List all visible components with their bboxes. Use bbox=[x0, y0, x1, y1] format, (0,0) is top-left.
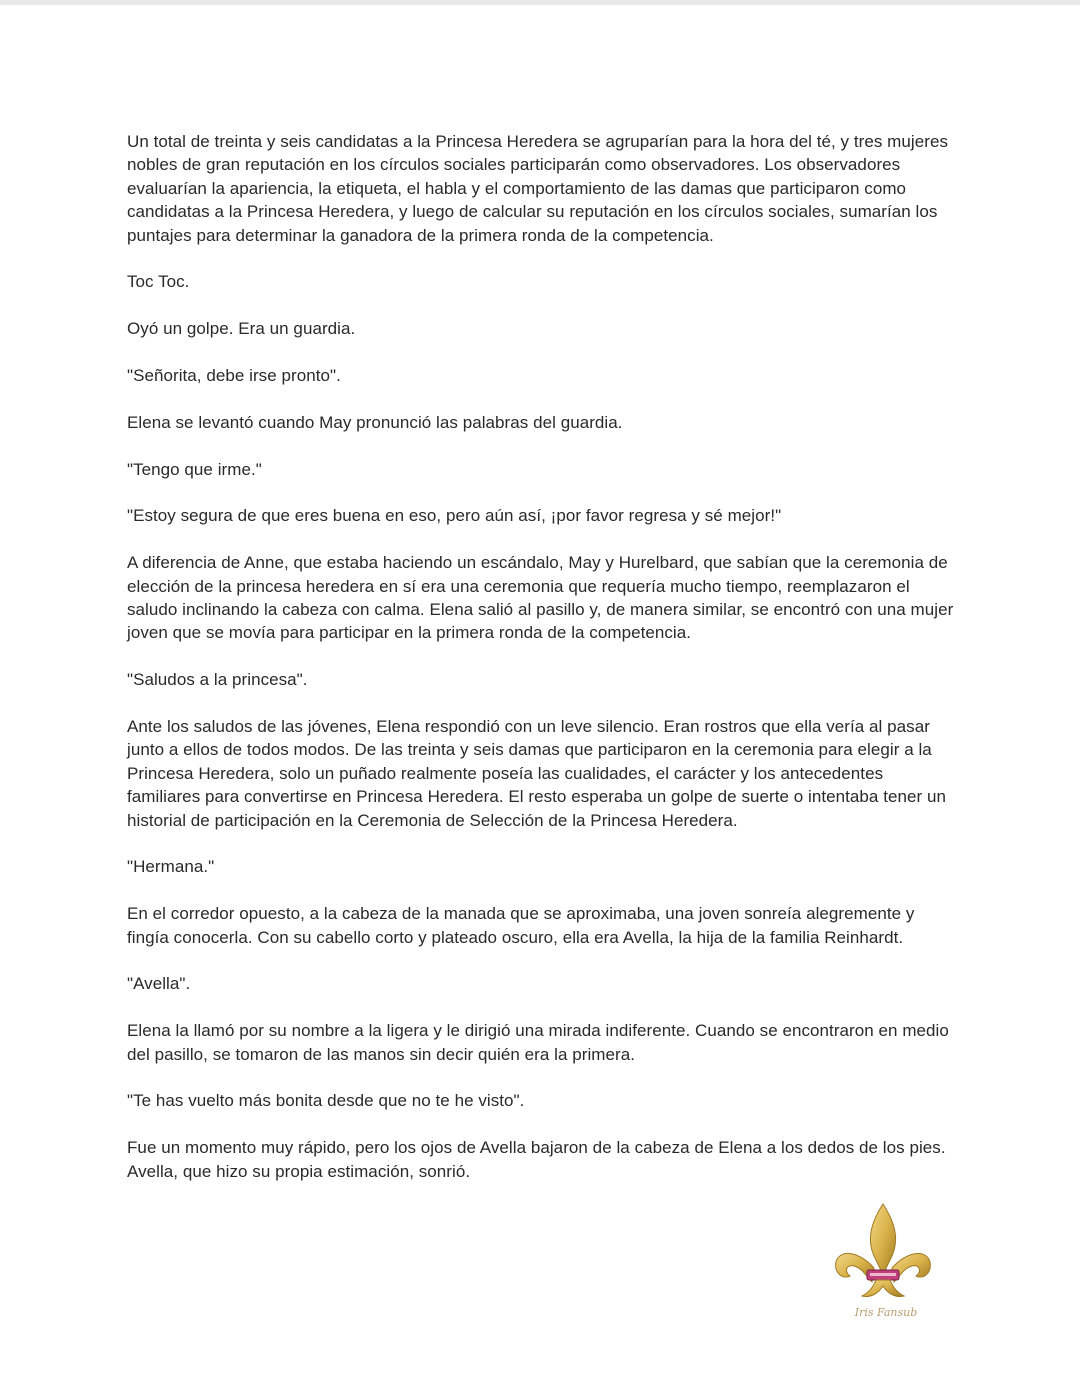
paragraph: En el corredor opuesto, a la cabeza de la manada que se aproximaba, una joven sonreía alegremente y fingía conocerla. Con su cabello corto y plateado oscuro, ella era Avella, la hija de la familia Reinhardt. bbox=[127, 904, 915, 947]
paragraph: "Avella". bbox=[127, 974, 191, 994]
paragraph: "Tengo que irme." bbox=[127, 459, 262, 479]
paragraph: Oyó un golpe. Era un guardia. bbox=[127, 319, 356, 339]
paragraph: Toc Toc. bbox=[127, 272, 190, 292]
paragraph: "Hermana." bbox=[127, 857, 215, 877]
paragraph: A diferencia de Anne, que estaba haciendo un escándalo, May y Hurelbard, que sabían que la ceremonia de elección de la princesa heredera en sí era una ceremonia que requería mucho tiempo, reemplazaron el saludo inclinando la cabeza con calma. Elena salió al pasillo y, de manera similar, se encontró con una mujer joven que se movía para participar en la primera ronda de la competencia. bbox=[127, 553, 954, 643]
paragraph: "Te has vuelto más bonita desde que no te he visto". bbox=[127, 1091, 525, 1111]
paragraph: "Saludos a la princesa". bbox=[127, 670, 308, 690]
paragraph: Elena la llamó por su nombre a la ligera y le dirigió una mirada indiferente. Cuando se encontraron en medio del pasillo, se tomaron de las manos sin decir quién era la primera. bbox=[127, 1021, 949, 1064]
watermark-signature: Iris Fansub bbox=[854, 1306, 918, 1319]
paragraph: "Estoy segura de que eres buena en eso, pero aún así, ¡por favor regresa y sé mejor!" bbox=[127, 506, 782, 526]
paragraph: Fue un momento muy rápido, pero los ojos de Avella bajaron de la cabeza de Elena a los dedos de los pies. Avella, que hizo su propia estimación, sonrió. bbox=[127, 1138, 946, 1181]
document-body bbox=[127, 130, 957, 1206]
top-border bbox=[0, 0, 1080, 5]
paragraph: Un total de treinta y seis candidatas a la Princesa Heredera se agruparían para la hora del té, y tres mujeres nobles de gran reputación en los círculos sociales participarán como observadores. Los observadores evaluarían la apariencia, la etiqueta, el habla y el comportamiento de las damas que participaron como candidatas a la Princesa Heredera, y luego de calcular su reputación en los círculos sociales, sumarían los puntajes para determinar la ganadora de la primera ronda de la competencia. bbox=[127, 132, 948, 245]
paragraph: Ante los saludos de las jóvenes, Elena respondió con un leve silencio. Eran rostros que ella vería al pasar junto a ellos de todos modos. De las treinta y seis damas que participaron en la ceremonia para elegir a la Princesa Heredera, solo un puñado realmente poseía las cualidades, el carácter y los antecedentes familiares para convertirse en Princesa Heredera. El resto esperaba un golpe de suerte o intentaba tener un historial de participación en la Ceremonia de Selección de la Princesa Heredera. bbox=[127, 717, 946, 830]
paragraph: "Señorita, debe irse pronto". bbox=[127, 366, 341, 386]
watermark-logo bbox=[826, 1198, 944, 1330]
paragraph: Elena se levantó cuando May pronunció las palabras del guardia. bbox=[127, 412, 623, 432]
